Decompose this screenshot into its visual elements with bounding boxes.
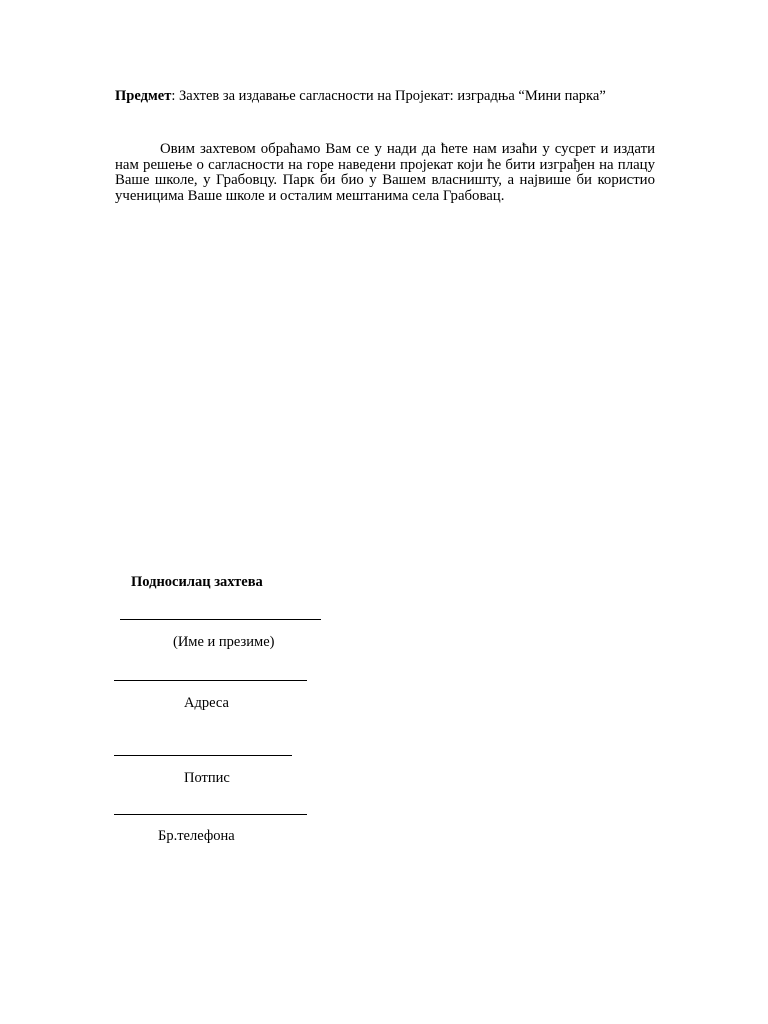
subject-line xyxy=(115,87,675,105)
phone-signature-line xyxy=(114,814,307,815)
phone-caption: Бр.телефона xyxy=(158,828,235,844)
subject-text: : Захтев за издавање сагласности на Пројекат: изградња “Мини парка” xyxy=(171,88,606,104)
subject-label: Предмет xyxy=(115,88,172,104)
address-signature-line xyxy=(114,680,307,681)
name-caption: (Име и презиме) xyxy=(173,634,275,650)
request-body-paragraph: Овим захтевом обраћамо Вам се у нади да ћете нам изаћи у сусрет и издати нам решење о сагласности на горе наведени пројекат који ће бити изграђен на плацу Ваше школе, у Грабовцу. Парк би био у Вашем власништу, а највише би користио ученицима Ваше школе и осталим мештанима села Грабовац. xyxy=(115,141,655,204)
address-caption: Адреса xyxy=(184,695,229,711)
name-signature-line xyxy=(120,619,321,620)
signature-caption: Потпис xyxy=(184,770,230,786)
applicant-title: Подносилац захтева xyxy=(131,574,263,590)
signature-line xyxy=(114,755,292,756)
